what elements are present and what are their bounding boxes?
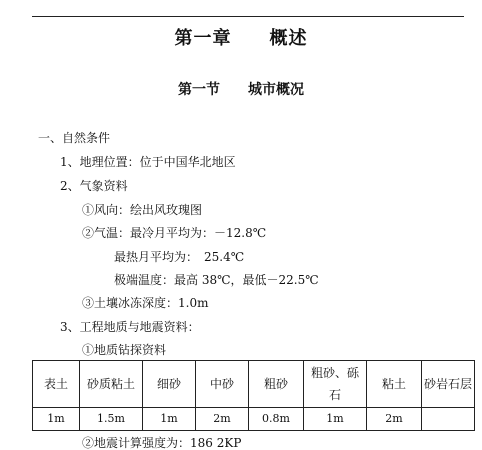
soil-layer-table: [32, 360, 475, 431]
table-cell: 1m: [33, 408, 80, 431]
table-header-cell: 中砂: [196, 361, 249, 408]
table-header-cell: 粘土: [367, 361, 422, 408]
section-title: 第一节 城市概况: [178, 82, 304, 98]
table-cell: 1m: [143, 408, 196, 431]
table-row: [33, 408, 475, 431]
table-cell: [422, 408, 475, 431]
geology-heading: 3、工程地质与地震资料：: [60, 320, 200, 334]
frost-depth-line: ③土壤冰冻深度：1.0m: [82, 296, 209, 310]
natural-conditions-heading: 一、自然条件: [38, 131, 111, 145]
chapter-title: 第一章 概述: [174, 28, 308, 49]
climate-heading: 2、气象资料: [60, 179, 128, 193]
table-cell: 2m: [367, 408, 422, 431]
table-cell: 1m: [304, 408, 367, 431]
temperature-line: ②气温：最冷月平均为：－12.8℃: [82, 226, 267, 240]
table-header-cell: 表土: [33, 361, 80, 408]
table-header-cell: 砂岩石层: [422, 361, 475, 408]
table-header-cell: 砂质粘土: [80, 361, 143, 408]
wind-line: ①风向：绘出风玫瑰图: [82, 203, 203, 217]
table-cell: 2m: [196, 408, 249, 431]
seismic-line-partial: ②地震计算强度为：186 2KP: [82, 436, 242, 450]
extreme-temperature-line: 极端温度：最高 38℃，最低－22.5℃: [114, 273, 319, 287]
table-header-cell: 细砂: [143, 361, 196, 408]
hottest-month-line: 最热月平均为： 25.4℃: [114, 250, 245, 264]
header-rule: [32, 16, 464, 17]
geography-line: 1、地理位置：位于中国华北地区: [60, 155, 236, 169]
table-cell: 0.8m: [249, 408, 304, 431]
table-header-row: [33, 361, 475, 408]
table-header-cell: 粗砂、砾石: [304, 361, 367, 408]
drilling-heading: ①地质钻探资料: [82, 343, 167, 357]
table-cell: 1.5m: [80, 408, 143, 431]
table-header-cell: 粗砂: [249, 361, 304, 408]
